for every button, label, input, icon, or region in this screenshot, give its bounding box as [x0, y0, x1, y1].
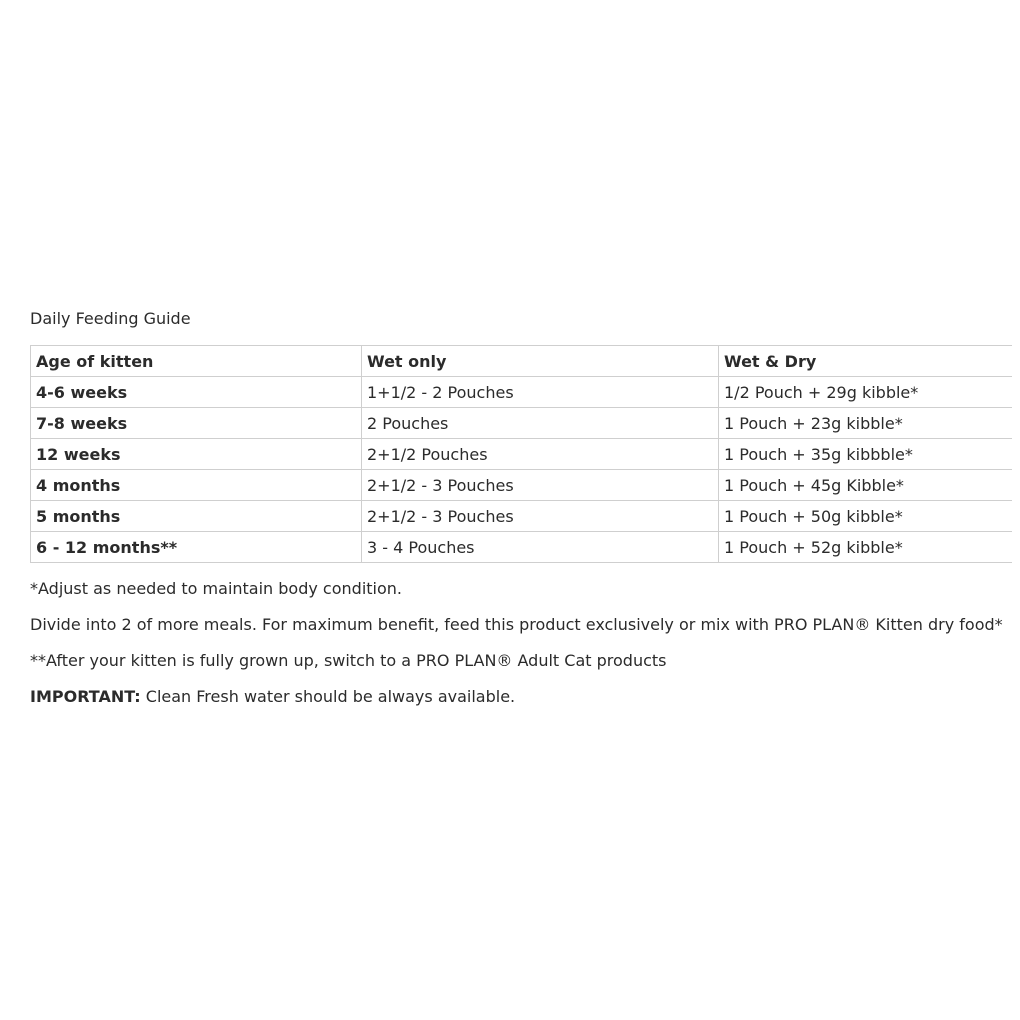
cell-wet-and-dry: 1 Pouch + 45g Kibble*	[719, 470, 1012, 501]
feeding-guide	[30, 307, 1011, 721]
header-wet-and-dry: Wet & Dry	[719, 346, 1012, 377]
table-row	[31, 439, 1012, 470]
table-row	[31, 377, 1012, 408]
cell-age: 7-8 weeks	[31, 408, 362, 439]
note-divide-meals: Divide into 2 of more meals. For maximum benefit, feed this product exclusively or mix with PRO PLAN® Kitten dry food*	[30, 615, 1003, 634]
note-important	[30, 685, 1011, 709]
header-age: Age of kitten	[31, 346, 362, 377]
cell-wet-only: 2 Pouches	[362, 408, 719, 439]
note-adjust: *Adjust as needed to maintain body condition.	[30, 579, 402, 598]
cell-age: 4-6 weeks	[31, 377, 362, 408]
note-after-grown: **After your kitten is fully grown up, switch to a PRO PLAN® Adult Cat products	[30, 651, 667, 670]
cell-age: 4 months	[31, 470, 362, 501]
cell-wet-and-dry: 1 Pouch + 52g kibble*	[719, 532, 1012, 563]
important-text: Clean Fresh water should be always available.	[140, 687, 516, 706]
table-row	[31, 470, 1012, 501]
guide-title: Daily Feeding Guide	[30, 309, 191, 328]
cell-wet-only: 2+1/2 - 3 Pouches	[362, 470, 719, 501]
table-row	[31, 408, 1012, 439]
table-row	[31, 501, 1012, 532]
cell-age: 5 months	[31, 501, 362, 532]
feeding-table	[30, 345, 1012, 563]
header-wet-only: Wet only	[362, 346, 719, 377]
cell-wet-and-dry: 1/2 Pouch + 29g kibble*	[719, 377, 1012, 408]
cell-wet-and-dry: 1 Pouch + 35g kibbble*	[719, 439, 1012, 470]
important-label: IMPORTANT:	[30, 687, 141, 706]
table-row	[31, 532, 1012, 563]
cell-wet-only: 2+1/2 - 3 Pouches	[362, 501, 719, 532]
cell-wet-and-dry: 1 Pouch + 50g kibble*	[719, 501, 1012, 532]
table-header-row	[31, 346, 1012, 377]
feeding-notes	[30, 577, 1011, 709]
cell-wet-only: 1+1/2 - 2 Pouches	[362, 377, 719, 408]
cell-wet-only: 3 - 4 Pouches	[362, 532, 719, 563]
cell-age: 12 weeks	[31, 439, 362, 470]
cell-wet-only: 2+1/2 Pouches	[362, 439, 719, 470]
cell-wet-and-dry: 1 Pouch + 23g kibble*	[719, 408, 1012, 439]
cell-age: 6 - 12 months**	[31, 532, 362, 563]
